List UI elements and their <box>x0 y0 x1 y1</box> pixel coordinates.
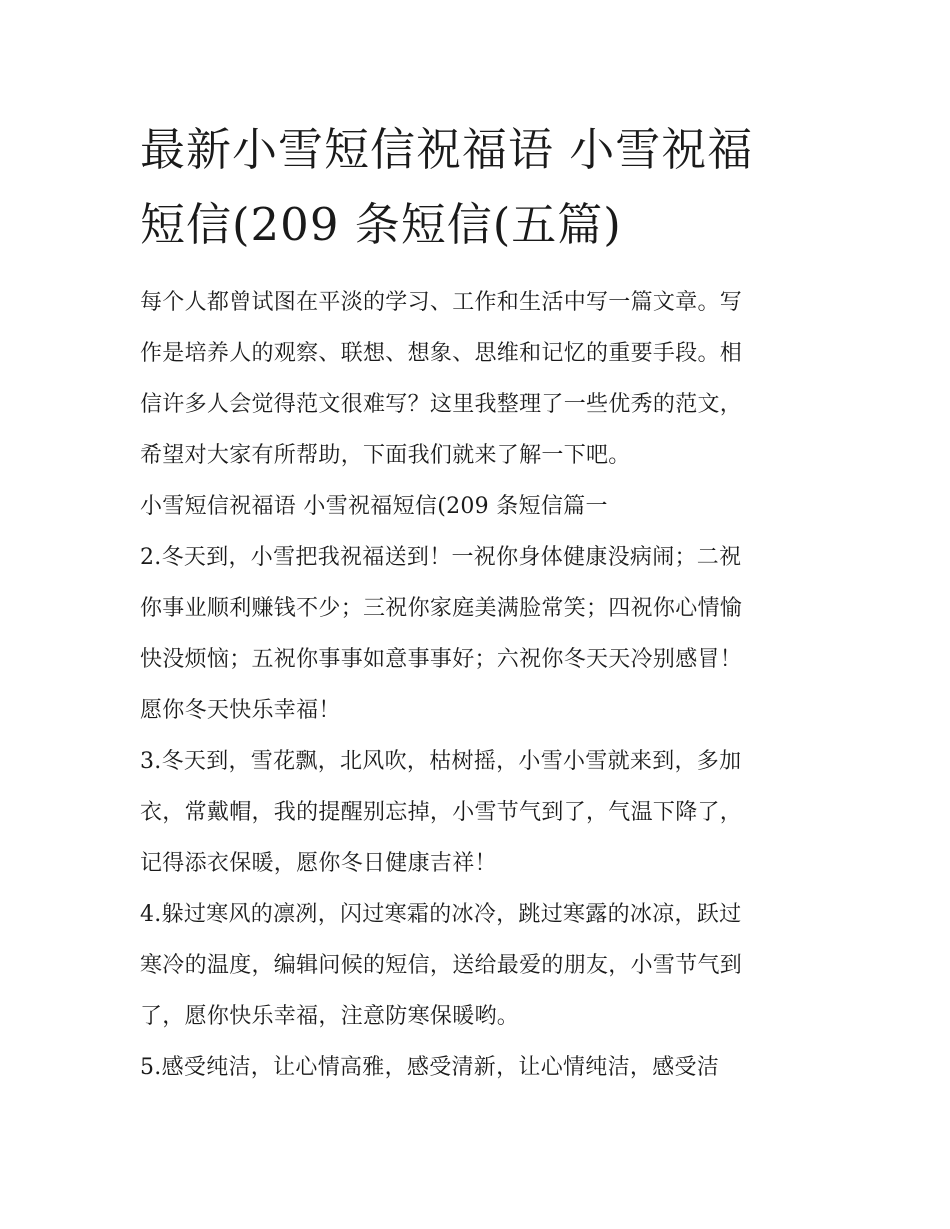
message-line: 了，愿你快乐幸福，注意防寒保暖哟。 <box>140 1004 520 1029</box>
intro-line: 希望对大家有所帮助，下面我们就来了解一下吧。 <box>140 443 631 468</box>
message-line: 快没烦恼；五祝你事事如意事事好；六祝你冬天天冷别感冒！ <box>140 647 743 672</box>
message-line: 3.冬天到，雪花飘，北风吹，枯树摇，小雪小雪就来到，多加 <box>140 749 742 774</box>
document-title <box>140 112 820 262</box>
message-line: 愿你冬天快乐幸福！ <box>140 698 341 723</box>
message-line: 衣，常戴帽，我的提醒别忘掉，小雪节气到了，气温下降了， <box>140 800 743 825</box>
message-line: 2.冬天到，小雪把我祝福送到！一祝你身体健康没病闹；二祝 <box>140 545 742 570</box>
intro-line: 信许多人会觉得范文很难写？这里我整理了一些优秀的范文， <box>140 392 743 417</box>
title-line: 短信(209 条短信(五篇) <box>140 198 622 251</box>
title-line: 最新小雪短信祝福语 小雪祝福 <box>140 123 754 176</box>
document-body <box>140 280 820 1096</box>
message-line: 4.躲过寒风的凛冽，闪过寒霜的冰冷，跳过寒露的冰凉，跃过 <box>140 902 742 927</box>
message-line: 5.感受纯洁，让心情高雅，感受清新，让心情纯洁，感受洁 <box>140 1055 720 1080</box>
section-heading: 小雪短信祝福语 小雪祝福短信(209 条短信篇一 <box>140 494 608 519</box>
intro-line: 每个人都曾试图在平淡的学习、工作和生活中写一篇文章。写 <box>140 290 743 315</box>
message-line: 你事业顺利赚钱不少；三祝你家庭美满脸常笑；四祝你心情愉 <box>140 596 743 621</box>
message-line: 寒冷的温度，编辑问候的短信，送给最爱的朋友，小雪节气到 <box>140 953 743 978</box>
message-line: 记得添衣保暖，愿你冬日健康吉祥！ <box>140 851 497 876</box>
intro-line: 作是培养人的观察、联想、想象、思维和记忆的重要手段。相 <box>140 341 743 366</box>
